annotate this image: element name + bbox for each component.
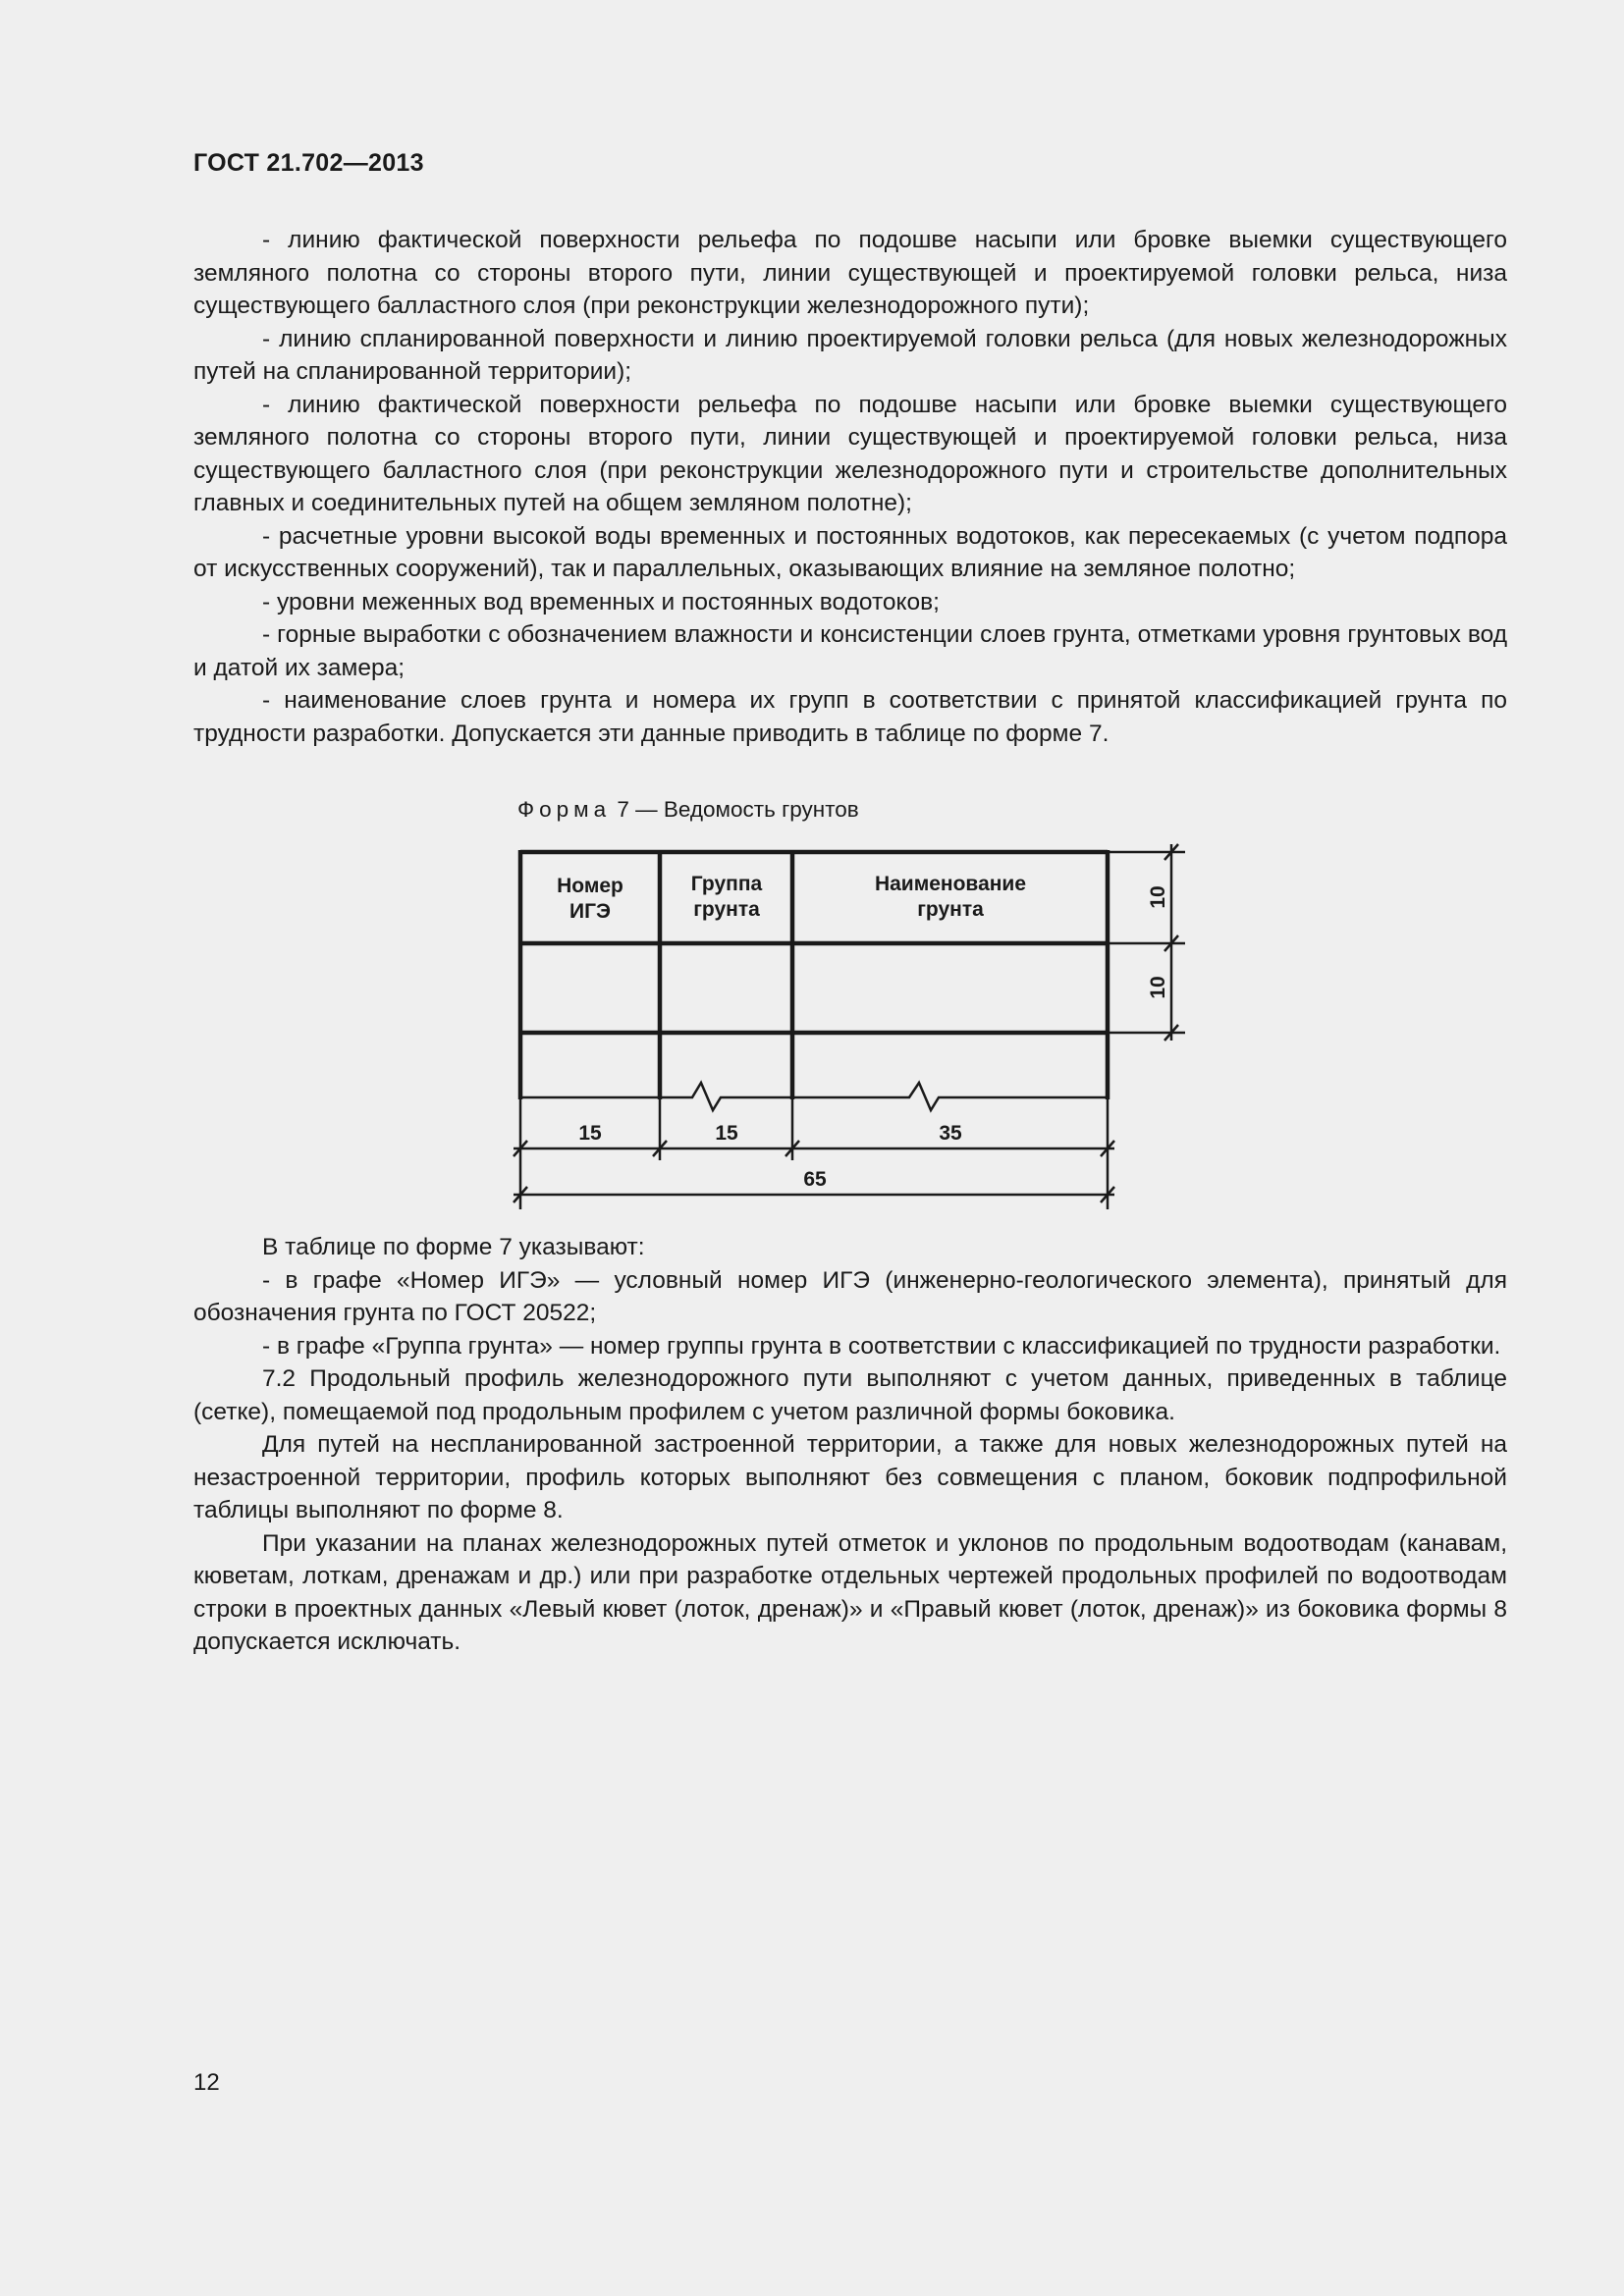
page-number: 12: [193, 2069, 220, 2096]
paragraph: - линию фактической поверхности рельефа по подошве насыпи или бровке выемки существующего земляного полотна со стороны второго пути, линии существующей и проектируемой головки рельса, низа существующего балластного слоя (при реконструкции железнодорожного пути и строительстве дополнительных главных и соединительных путей на общем земляном полотне);: [193, 391, 1507, 516]
dimension-row-2: 10: [1147, 976, 1169, 999]
column-header-1-line2: ИГЭ: [569, 900, 611, 923]
column-header-2-line1: Группа: [690, 873, 763, 895]
paragraph: - горные выработки с обозначением влажности и консистенции слоев грунта, отметками уровня грунтовых вод и датой их замера;: [193, 621, 1507, 681]
paragraph: - в графе «Номер ИГЭ» — условный номер ИГЭ (инженерно-геологического элемента), принятый для обозначения грунта по ГОСТ 20522;: [193, 1266, 1507, 1326]
paragraph: - в графе «Группа грунта» — номер группы грунта в соответствии с классификацией по трудности разработки.: [262, 1332, 1501, 1360]
break-line: [520, 1083, 1108, 1110]
column-header-1-line1: Номер: [557, 875, 623, 897]
document-header: ГОСТ 21.702—2013: [193, 149, 424, 177]
dimension-row-1: 10: [1147, 885, 1169, 909]
right-dimension-lines: [1108, 844, 1185, 1041]
paragraph: - расчетные уровни высокой воды временных и постоянных водотоков, как пересекаемых (с учетом подпора от искусственных сооружений), так и параллельных, оказывающих влияние на земляное полотно;: [193, 522, 1507, 582]
column-header-2-line2: грунта: [693, 898, 760, 921]
paragraph: - линию спланированной поверхности и линию проектируемой головки рельса (для новых железнодорожных путей на спланированной территории);: [193, 325, 1507, 385]
paragraph: - уровни меженных вод временных и постоянных водотоков;: [262, 588, 940, 615]
paragraph: Для путей на неспланированной застроенной территории, а также для новых железнодорожных путей на незастроенной территории, профиль которых выполняют без совмещения с планом, боковик подпрофильной таблицы выполняют по форме 8.: [193, 1431, 1507, 1523]
paragraph: 7.2 Продольный профиль железнодорожного пути выполняют с учетом данных, приведенных в таблице (сетке), помещаемой под продольным профилем с учетом различной формы боковика.: [193, 1365, 1507, 1425]
dimension-labels: [578, 885, 1169, 1191]
column-header-3-line2: грунта: [917, 898, 984, 921]
paragraph: В таблице по форме 7 указывают:: [262, 1234, 645, 1260]
form-caption-title: 7 — Ведомость грунтов: [611, 797, 859, 822]
dimension-col-3: 35: [939, 1122, 962, 1145]
body-text-bottom: [193, 1231, 1507, 1659]
dimension-col-2: 15: [715, 1122, 738, 1145]
form-caption-prefix: Форма: [517, 797, 612, 822]
dimension-total: 65: [803, 1168, 827, 1191]
paragraph: - линию фактической поверхности рельефа по подошве насыпи или бровке выемки существующего земляного полотна со стороны второго пути, линии существующей и проектируемой головки рельса, низа существующего балластного слоя (при реконструкции железнодорожного пути);: [193, 227, 1507, 319]
paragraph: - наименование слоев грунта и номера их групп в соответствии с принятой классификацией грунта по трудности разработки. Допускается эти данные приводить в таблице по форме 7.: [193, 687, 1507, 747]
column-header-3-line1: Наименование: [874, 873, 1027, 895]
bottom-dimension-lines: [514, 1099, 1114, 1209]
paragraph: При указании на планах железнодорожных путей отметок и уклонов по продольным водоотводам (канавам, кюветам, лоткам, дренажам и др.) или при разработке отдельных чертежей продольных профилей по водоотводам строки в проектных данных «Левый кювет (лоток, дренаж)» и «Правый кювет (лоток, дренаж)» из боковика формы 8 допускается исключать.: [193, 1529, 1507, 1655]
dimension-col-1: 15: [578, 1122, 602, 1145]
